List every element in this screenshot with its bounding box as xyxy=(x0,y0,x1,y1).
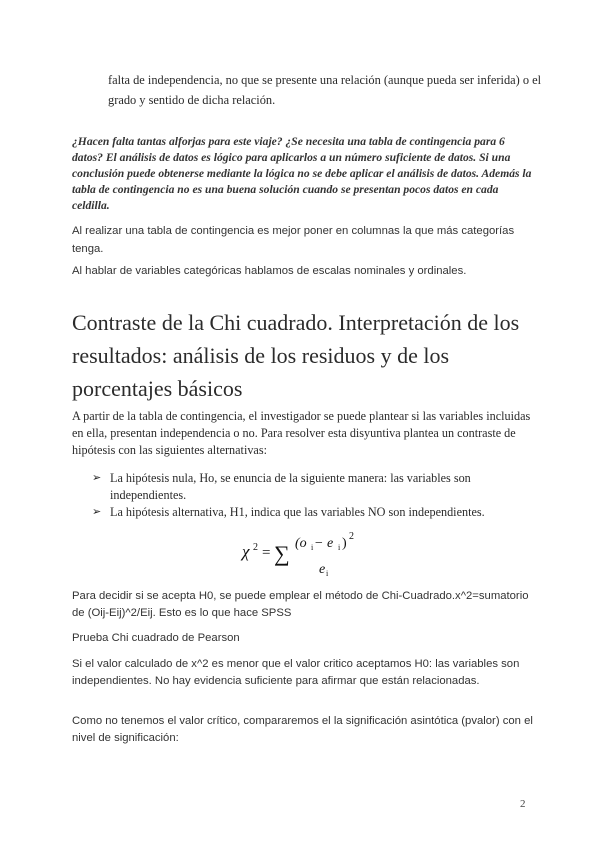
paragraph-contrast: A partir de la tabla de contingencia, el investigador se puede plantear si las variables incluidas en ella, presentan independencia o no. Para resolver esta disyuntiva plantea un contraste de hipótesis con las siguientes alternativas: xyxy=(72,409,531,457)
formula-sum: ∑ xyxy=(274,541,290,566)
hypotheses-list xyxy=(92,470,512,521)
hypothesis-null xyxy=(92,470,512,504)
formula-numerator-minus-e: − e xyxy=(314,536,334,551)
formula-numerator-sub-i: i xyxy=(311,543,314,552)
formula-numerator-sub-i2: i xyxy=(338,543,341,552)
hypothesis-alternative-text: La hipótesis alternativa, H1, indica que las variables NO son independientes. xyxy=(110,505,485,519)
paragraph-scales: Al hablar de variables categóricas hablamos de escalas nominales y ordinales. xyxy=(72,265,467,277)
paragraph-critical: Si el valor calculado de x^2 es menor que el valor critico aceptamos H0: las variables son independientes. No hay evidencia suficiente para afirmar que están relacionadas. xyxy=(72,658,520,687)
formula-numerator-power: 2 xyxy=(349,531,354,542)
formula-square: 2 xyxy=(253,542,258,553)
paragraph-pearson: Prueba Chi cuadrado de Pearson xyxy=(72,632,240,644)
formula-close-paren: ) xyxy=(342,536,347,551)
section-heading: Contraste de la Chi cuadrado. Interpretación de los resultados: análisis de los residuos y de los porcentajes básicos xyxy=(72,310,520,401)
hypothesis-alternative xyxy=(92,504,512,521)
formula-denominator-sub: i xyxy=(326,569,329,578)
formula-chi: χ xyxy=(242,542,250,561)
formula-denominator: e xyxy=(319,562,326,577)
hypothesis-null-text: La hipótesis nula, Ho, se enuncia de la siguiente manera: las variables son independientes. xyxy=(110,471,471,502)
paragraph-pvalue: Como no tenemos el valor crítico, compararemos el la significación asintótica (pvalor) con el nivel de significación: xyxy=(72,715,533,744)
page-number: 2 xyxy=(520,798,526,810)
italic-note: ¿Hacen falta tantas alforjas para este viaje? ¿Se necesita una tabla de contingencia para 6 datos? El análisis de datos es lógico para aplicarlos a un número suficiente de datos. Si una conclusión puede obtenerse mediante la lógica no se debe aplicar el análisis de datos. Además la tabla de contingencia no es una buena solución cuando se presentan pocos datos en cada celdilla. xyxy=(72,135,532,212)
formula-equals: = xyxy=(262,545,271,561)
formula-numerator-open: (o xyxy=(295,536,307,551)
chi-square-formula xyxy=(238,530,368,580)
arrow-bullet-icon: ➢ xyxy=(92,472,102,484)
paragraph-columns: Al realizar una tabla de contingencia es mejor poner en columnas la que más categorías tenga. xyxy=(72,225,515,255)
intro-paragraph: falta de independencia, no que se presente una relación (aunque pueda ser inferida) o el grado y sentido de dicha relación. xyxy=(108,73,542,107)
paragraph-decide: Para decidir si se acepta H0, se puede emplear el método de Chi-Cuadrado.x^2=sumatorio de (Oij-Eij)^2/Eij. Esto es lo que hace SPSS xyxy=(72,590,529,619)
arrow-bullet-icon: ➢ xyxy=(92,506,102,518)
